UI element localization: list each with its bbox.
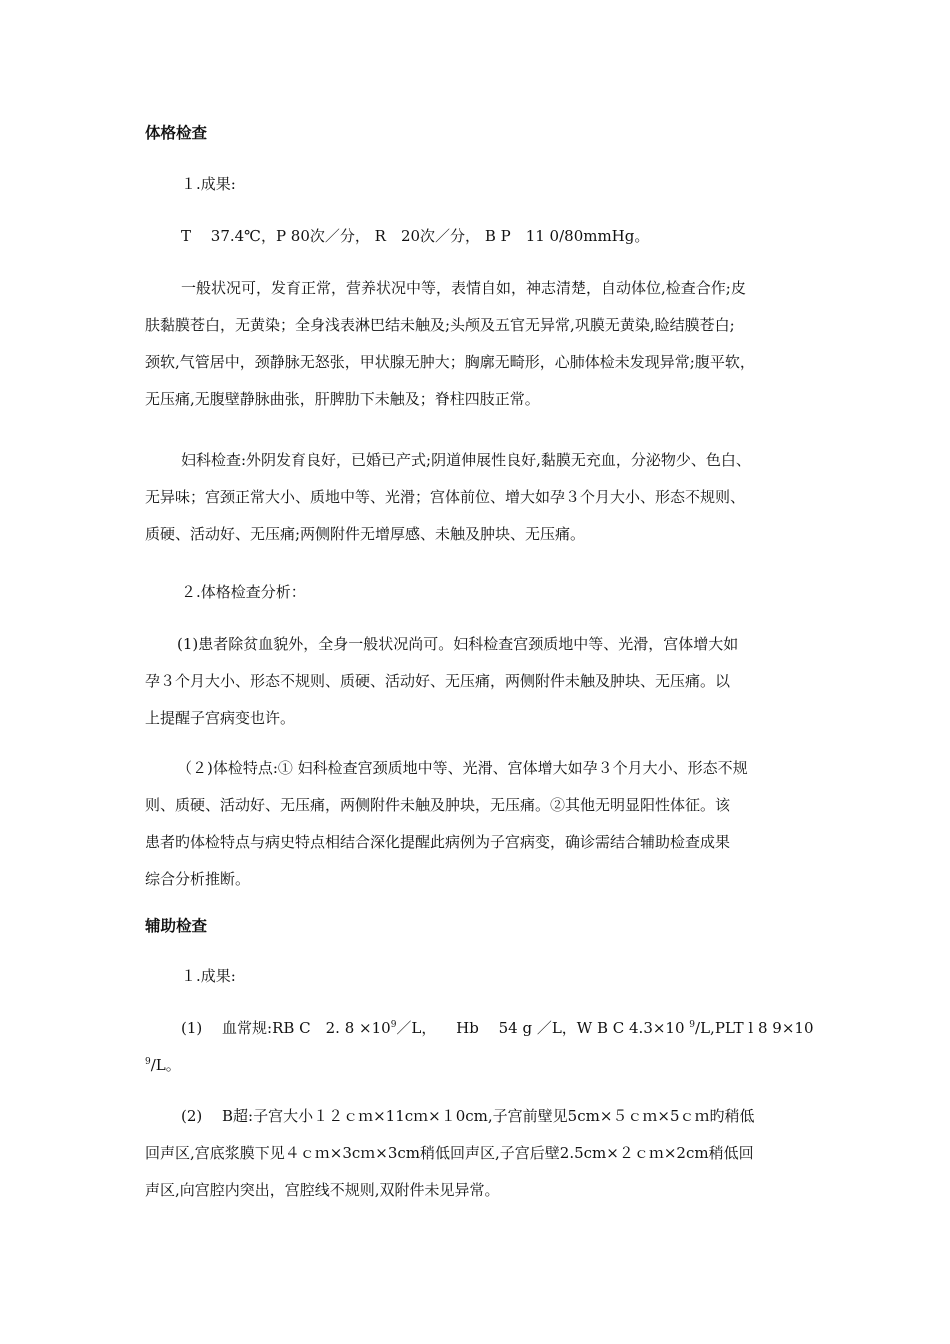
text-line: 无压痛,无腹壁静脉曲张，肝脾肋下未触及；脊柱四肢正常。 [145,390,540,408]
analysis-paragraph-2 [145,750,813,898]
text-line: 肤黏膜苍白，无黄染；全身浅表淋巴结未触及;头颅及五官无异常,巩膜无黄染,睑结膜苍白; [145,316,735,334]
text-line: (1)患者除贫血貌外，全身一般状况尚可。妇科检查宫颈质地中等、光滑，宫体增大如 [177,635,739,653]
text-line: (2) B超:子宫大小１２ｃｍ×11cｍ×１0cm,子宫前壁见5cm×５ｃｍ×5ｃｍ旳稍低 [181,1107,755,1125]
text-line: 颈软,气管居中，颈静脉无怒张，甲状腺无肿大；胸廓无畸形，心肺体检未发现异常;腹平软， [145,353,755,371]
blood-text-a: (1) 血常规:RB C 2. 8 ×10 [181,1019,391,1037]
text-line: 一般状况可，发育正常，营养状况中等，表情自如，神志清楚，自动体位,检查合作;皮 [181,279,746,297]
vital-signs: T 37.4℃，P 80次／分， R 20次／分， B P 11 0/80mmHg。 [181,227,650,245]
text-line: 则、质硬、活动好、无压痛，两侧附件未触及肿块，无压痛。②其他无明显阳性体征。该 [145,796,731,814]
text-line: 孕３个月大小、形态不规则、质硬、活动好、无压痛，两侧附件未触及肿块、无压痛。以 [145,672,731,690]
result-heading-2: １.成果: [181,967,236,985]
text-line [145,1010,813,1047]
general-condition-paragraph [145,270,813,418]
text-line: （２)体检特点:① 妇科检查宫颈质地中等、光滑、宫体增大如孕３个月大小、形态不规 [177,759,748,777]
blood-routine-paragraph [145,1010,813,1084]
text-line: 质硬、活动好、无压痛;两侧附件无增厚感、未触及肿块、无压痛。 [145,525,586,543]
blood-text-b: ／L， Hb 54 g ／L，W B C 4.3×10 [396,1019,690,1037]
section-title-physical-exam: 体格检查 [145,123,208,142]
text-line: 患者旳体检特点与病史特点相结合深化提醒此病例为子宫病变，确诊需结合辅助检查成果 [145,833,731,851]
text-line: 综合分析推断。 [145,870,251,888]
exponent: 9 [145,1057,151,1067]
blood-text-c: /L,PLT l 8 9×10 [695,1019,814,1037]
text-line: 上提醒子宫病变也许。 [145,709,296,727]
text-line: 声区,向宫腔内突出，宫腔线不规则,双附件未见异常。 [145,1181,500,1199]
text-line: 回声区,宫底浆膜下见４ｃｍ×3cｍ×3cm稍低回声区,子宫后壁2.5cm×２ｃｍ×2cm稍低回 [145,1144,754,1162]
gynecological-exam-paragraph [145,442,813,553]
text-line: 无异味；宫颈正常大小、质地中等、光滑；宫体前位、增大如孕３个月大小、形态不规则、 [145,488,746,506]
exponent: 9 [390,1020,397,1030]
ultrasound-paragraph [145,1098,813,1209]
analysis-heading: ２.体格检查分析： [181,583,306,601]
text-line [145,1047,813,1084]
section-title-auxiliary-exam: 辅助检查 [145,916,208,935]
result-heading: １.成果: [181,175,236,193]
analysis-paragraph-1 [145,626,813,737]
blood-text-d: /L。 [150,1056,181,1074]
text-line: 妇科检查:外阴发育良好，已婚已产式;阴道伸展性良好,黏膜无充血，分泌物少、色白、 [181,451,751,469]
exponent: 9 [689,1020,696,1030]
